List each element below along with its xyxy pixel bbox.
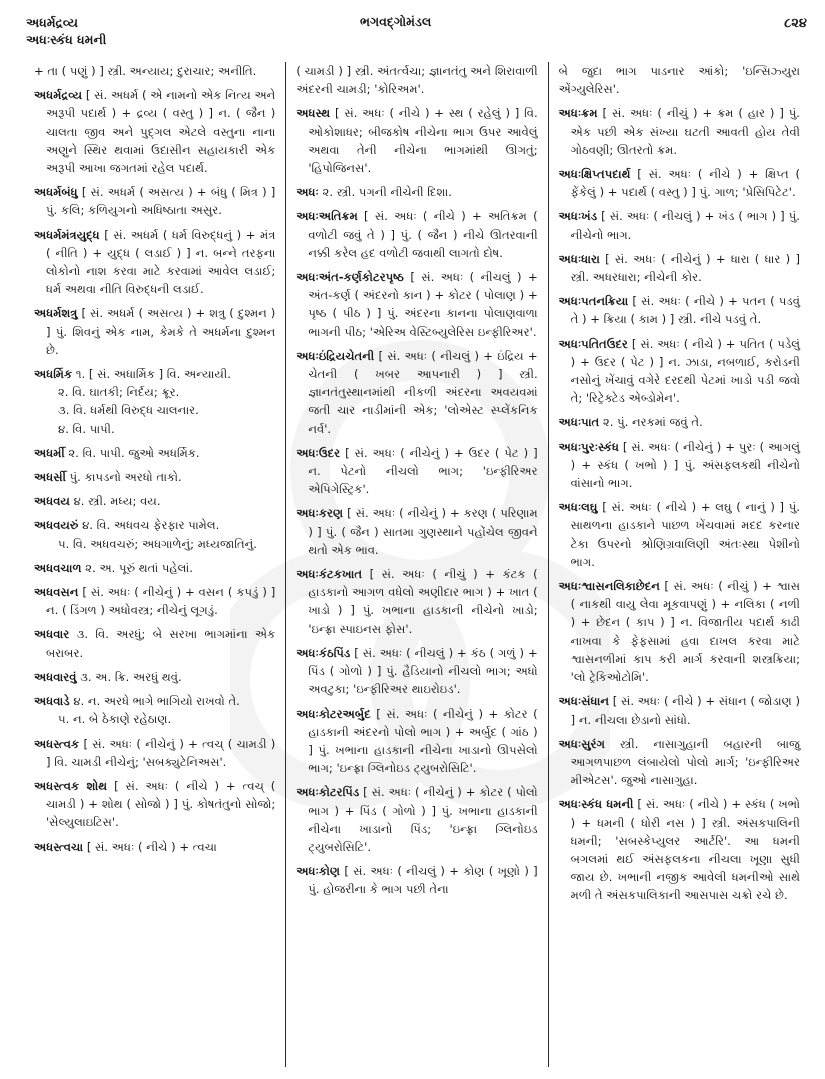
entry-definition: [ સં. અધઃ ( નીચે ) + સ્થ ( રહેલું ) ] વિ. ઓકોશાધર; બીજકોષ નીચેના ભાગ ઉપર આવેલું અથવા તેની નીચેના ભાગમાંથી ઊગતું; 'હિપોજિનસ'. bbox=[308, 106, 538, 176]
dictionary-entry bbox=[296, 783, 537, 856]
entry-headword: અધવય bbox=[34, 494, 70, 509]
entry-definition: [ સં. અધઃ ( નીચલું ) + ખંડ ( ભાગ ) ] પું. નીચેનો ભાગ. bbox=[570, 209, 800, 242]
column-3 bbox=[548, 62, 810, 1067]
page-header bbox=[0, 14, 825, 54]
dictionary-entry bbox=[296, 862, 537, 898]
entry-headword: અધઃઅતિક્રમ bbox=[296, 209, 358, 224]
dictionary-entry bbox=[34, 583, 275, 619]
dictionary-entry bbox=[34, 492, 275, 510]
entry-headword: અધઃકંઠપિંડ bbox=[296, 645, 351, 660]
entry-definition: [ સં. અધઃ ( નીચલું ) + ઇંદ્રિય + ચેતની ( ખબર આપનારી ) ] સ્ત્રી. જ્ઞાનતંતુસ્થાનમાંથી નીકળી અંદરના અવયવમાં જતી ચાર નાડીમાંની એક; 'લોએસ્ટ સ્પ્લેંકનિક નર્વ'. bbox=[308, 348, 538, 436]
entry-definition: ૨. વિ. પાપી. જુઓ અધર્મિક. bbox=[68, 445, 200, 460]
entry-definition: [ સં. અધઃ ( નીચે ) + ક્ષિપ્ત ( ફેંકેલું ) + પદાર્થ ( વસ્તુ ) ] પું. ગાળ; 'પ્રેસિપિટેટ'. bbox=[570, 167, 800, 200]
dictionary-entry bbox=[296, 504, 537, 559]
entry-definition: [ સં. અધર્મ ( અસત્ય ) + બંધુ ( મિત્ર ) ] પું. કલિ; કળિયુગનો અધિષ્ઠાતા અસુર. bbox=[46, 185, 276, 218]
entry-headword: અધઃઅંત-કર્ણકોટરપૃષ્ઠ bbox=[296, 270, 404, 285]
entry-headword: અધઃપતનક્રિયા bbox=[558, 294, 629, 309]
dictionary-entry bbox=[34, 559, 275, 577]
entry-definition: ( ચામડી ) ] સ્ત્રી. અંતર્ત્વચા; જ્ઞાનતંતુ અને શિરાવાળી અંદરની ચામડી; 'કોરિઅમ'. bbox=[296, 64, 538, 97]
dictionary-entry bbox=[34, 226, 275, 299]
dictionary-entry bbox=[559, 165, 800, 201]
entry-headword: અધર્મમંત્રયુદ્ધ bbox=[34, 227, 100, 242]
dictionary-entry bbox=[559, 413, 800, 431]
dictionary-entry bbox=[34, 735, 275, 771]
dictionary-entry bbox=[559, 438, 800, 493]
entry-headword: અધઃઉદર bbox=[296, 445, 341, 460]
page-number: ૮૨૪ bbox=[784, 16, 807, 31]
entry-definition: [ સં. અધઃ ( નીચે ) + ત્વચ્ ( ચામડી ) + શોથ ( સોજો ) ] પું. કોષતંતુનો સોજો; 'સેલ્યુલાઇટિસ'. bbox=[46, 778, 276, 830]
entry-headword: અધસ્ત્વચા bbox=[34, 839, 84, 854]
column-1 bbox=[24, 62, 285, 1067]
entry-headword: અધર્સી bbox=[34, 470, 66, 485]
entry-definition: ૨. સ્ત્રી. પગની નીચેની દિશા. bbox=[322, 185, 452, 200]
dictionary-entry bbox=[559, 692, 800, 728]
entry-headword: અધઃ bbox=[296, 185, 319, 200]
entry-definition: [ સં. અધઃ ( નીચે ) + લઘુ ( નાનું ) ] પું. સાથળના હાડકાને પાછળ ખેંચવામાં મદદ કરનાર ટેકા ઉપરનો શ્રોણિગ્રવાલિણી અંતઃસ્થા પેશીનો ભાગ. bbox=[570, 500, 800, 569]
entry-definition: [ સં. અધઃ ( નીચેનું ) + ઉદર ( પેટ ) ] ન. પેટનો નીચલો ભાગ; 'ઇન્ફીરિઅર એપિગેસ્ટ્રિક'. bbox=[308, 445, 538, 497]
dictionary-entry bbox=[559, 498, 800, 571]
dictionary-entry bbox=[34, 444, 275, 462]
entry-definition: ૧. [ સં. અધાર્મિક ] વિ. અન્યાયી. bbox=[75, 367, 231, 382]
entry-definition: [ સં. અધઃ ( નીચે ) + પતન ( પડવું તે ) + ક્રિયા ( કામ ) ] સ્ત્રી. નીચે પડવું તે. bbox=[570, 294, 800, 327]
entry-definition: પું. કાપડનો અરધો તાકો. bbox=[69, 470, 182, 485]
dictionary-entry bbox=[559, 335, 800, 408]
guide-words bbox=[26, 14, 106, 48]
entry-headword: અધવારવું bbox=[34, 669, 77, 684]
entry-headword: અધઃક્રમ bbox=[558, 106, 598, 121]
entry-headword: અધર્મદ્રવ્ય bbox=[34, 88, 83, 103]
dictionary-entry bbox=[34, 468, 275, 486]
entry-definition: [ સં. અધઃ ( નીચલું ) + કોણ ( ખૂણો ) ] પું. હોજરીના કે ભાગ પછી તેના bbox=[308, 864, 538, 897]
entry-headword: અધવાર bbox=[34, 627, 70, 642]
entry-headword: અધર્મશત્રુ bbox=[34, 306, 78, 321]
entry-headword: અધઃસ્કંધ ધમની bbox=[558, 797, 634, 812]
entry-definition: [ સં. અધઃ ( નીચું ) + કંટક ( હાડકાનો આગળ વધેલો અણીદાર ભાગ ) + ખાત ( ખાડો ) ] પું. ખભાના હાડકાની નીચેનો ખાડો; 'ઇન્ફ્રા સ્પાઇનસ ફોસ'. bbox=[308, 567, 538, 636]
dictionary-entry bbox=[296, 268, 537, 341]
dictionary-entry bbox=[559, 292, 800, 328]
entry-headword: અધઃસુરંગ bbox=[558, 736, 606, 751]
entry-headword: અધઃકોટરઅર્બુદ bbox=[296, 706, 371, 721]
entry-headword: અધર્મી bbox=[34, 445, 65, 460]
entry-definition: [ સં. અધઃ ( નીચેનું ) + વસન ( કપડું ) ] ન. ( ડિંગળ ) અધોવસ્ત્ર; નીચેનું લૂગડું. bbox=[46, 585, 276, 618]
entry-headword: અધર્મબંધુ bbox=[34, 185, 78, 200]
entry-definition: ૪. ન. અરધે ભાગે ભાગિયો રાખવો તે. bbox=[73, 694, 240, 709]
entry-headword: અધસ્થ bbox=[296, 106, 331, 121]
entry-definition: [ સં. અધઃ ( નીચું ) + ક્રમ ( હાર ) ] પું. એક પછી એક સંખ્યા ઘટતી આવતી હોય તેવી ગોઠવણી; ઊતરતો ક્રમ. bbox=[570, 106, 800, 157]
guide-word-top: અધર્મદ્રવ્ય bbox=[26, 15, 78, 30]
dictionary-entry bbox=[34, 304, 275, 359]
entry-headword: અધઃઇંદ્રિયચેતની bbox=[296, 348, 375, 363]
entry-headword: અધઃપુરઃસ્કંધ bbox=[558, 439, 619, 454]
entry-headword: અધર્મિક bbox=[34, 367, 73, 382]
entry-headword: અધવચાળ bbox=[34, 560, 82, 575]
entry-definition: [ સં. અધઃ ( નીચેનું ) + ધારા ( ધાર ) ] સ્ત્રી. અધરધારા; નીચેની કોર. bbox=[570, 251, 800, 285]
dictionary-entry bbox=[559, 207, 800, 243]
dictionary-entry bbox=[34, 516, 275, 552]
entry-headword: અધઃકોટરપિંડ bbox=[296, 785, 360, 800]
dictionary-entry bbox=[34, 838, 275, 856]
entry-definition: [ સં. અધર્મ ( એ નામનો એક નિત્ય અને અરૂપી પદાર્થ ) + દ્રવ્ય ( વસ્તુ ) ] ન. ( જૈન ) ચાલતા જીવ અને પુદ્ગલ એટલે વસ્તુના નાના અણુને સ્થિર થવામાં ઉદાસીન સહાયકારી એક અરૂપી આખા જગતમાં રહેલ પદાર્થ. bbox=[46, 88, 276, 176]
entry-continuation bbox=[559, 62, 800, 98]
dictionary-entry bbox=[296, 183, 537, 201]
entry-headword: અધઃલઘુ bbox=[558, 500, 598, 515]
dictionary-entry bbox=[559, 735, 800, 790]
dictionary-entry bbox=[34, 183, 275, 219]
entry-definition: [ સં. અધઃ ( નીચેનું ) + કોટર ( હાડકાની અંદરનો પોલો ભાગ ) + અર્બુદ ( ગાંઠ ) ] પું. ખભાના હાડકાની નીચેના ખાડાનો ઊપસેલો ભાગ; 'ઇન્ફ્રા ગ્લિનોઇડ ટ્યુબરોસિટિ'. bbox=[308, 706, 538, 776]
entry-headword: અધઃસંધાન bbox=[558, 694, 609, 709]
entry-definition: ૩. વિ. અરધું; બે સરખા ભાગમાંના એક બરાબર. bbox=[46, 627, 276, 660]
entry-headword: અધઃપાત bbox=[558, 415, 600, 430]
entry-definition: બે જુદા ભાગ પાડનાર આંકો; 'ઇન્સિઝ્યુરા એંગ્યુલેરિસ'. bbox=[558, 64, 800, 97]
entry-definition: [ સં. અધઃ ( નીચેનું ) + ત્વચ્ ( ચામડી ) ] વિ. ચામડી નીચેનું; 'સબક્યુટેનિઅસ'. bbox=[46, 736, 276, 769]
entry-headword: અધવાડે bbox=[34, 694, 70, 709]
dictionary-entry bbox=[296, 565, 537, 638]
entry-definition: [ સં. અધઃ ( નીચેનું ) + કોટર ( પોલો ભાગ ) + પિંડ ( ગોળો ) ] પું. ખભાના હાડકાની નીચેના ખાડાનો પિંડ; 'ઇન્ફ્રા ગ્લિનોઇડ ટ્યુબરોસિટિ'. bbox=[308, 785, 538, 854]
entry-definition: + તા ( પણું ) ] સ્ત્રી. અન્યાય; દુરાચાર; અનીતિ. bbox=[34, 64, 257, 78]
entry-headword: અધવયરું bbox=[34, 518, 79, 533]
dictionary-title: ભગવદ્ગોમંડલ bbox=[360, 14, 432, 29]
dictionary-columns bbox=[24, 62, 810, 1067]
entry-sense: ૨. વિ. ઘાતકી; નિર્દય; ક્રૂર. bbox=[58, 385, 180, 400]
column-2 bbox=[285, 62, 547, 1067]
dictionary-entry bbox=[34, 86, 275, 177]
entry-definition: ૩. અ. ક્રિ. અરધું થવું. bbox=[80, 669, 182, 684]
entry-sense: ૩. વિ. ધર્મથી વિરુદ્ધ ચાલનાર. bbox=[58, 403, 199, 418]
entry-definition: [ સં. અધઃ ( નીચે ) + ત્વચા bbox=[86, 839, 217, 854]
dictionary-entry bbox=[34, 777, 275, 832]
dictionary-entry bbox=[34, 668, 275, 686]
entry-sense: ૪. વિ. પાપી. bbox=[58, 421, 115, 436]
entry-headword: અધઃક્ષિપ્તપદાર્થ bbox=[558, 167, 631, 182]
entry-definition: ૪. સ્ત્રી. મધ્ય; વય. bbox=[73, 494, 161, 509]
dictionary-entry bbox=[559, 104, 800, 159]
entry-headword: અધઃપતિતઉદર bbox=[558, 336, 628, 351]
entry-definition: [ સં. અધર્મ ( અસત્ય ) + શત્રુ ( દુશ્મન ) ] પું. શિવનું એક નામ, કેમકે તે અધર્મના દુશ્મન છે. bbox=[46, 306, 276, 357]
dictionary-entry bbox=[34, 692, 275, 728]
entry-sense: ૫. ન. બે ઠેકાણે રહેઠાણ. bbox=[58, 712, 172, 727]
dictionary-entry bbox=[296, 104, 537, 177]
dictionary-entry bbox=[559, 250, 800, 286]
dictionary-entry bbox=[296, 644, 537, 699]
dictionary-entry bbox=[559, 577, 800, 686]
entry-definition: [ સં. અધર્મ ( ધર્મ વિરુદ્ધનું ) + મંત્ર ( નીતિ ) + યુદ્ધ ( લડાઈ ) ] ન. બન્ને તરફના લોકોનો નાશ કરવા માટે કરવામાં આવેલ લડાઈ; ધર્મ અથવા નીતિ વિરુદ્ધની લડાઈ. bbox=[46, 227, 276, 297]
entry-headword: અધઃકંટકખાત bbox=[296, 567, 363, 582]
entry-headword: અધઃકોણ bbox=[296, 864, 341, 879]
entry-definition: [ સં. અધઃ ( નીચલું ) + કંઠ ( ગળું ) + પિંડ ( ગોળો ) ] પું. હૈડિયાનો નીચલો ભાગ; અધો અવટુકા; 'ઇન્ફીરિઅર થાઇરોઇડ'. bbox=[308, 645, 538, 697]
dictionary-entry bbox=[34, 365, 275, 438]
guide-word-bottom: અધઃસ્કંધ ધમની bbox=[26, 32, 107, 47]
entry-definition: [ સં. અધઃ ( નીચેનું ) + પુરઃ ( આગલું ) + સ્કંધ ( ખભો ) ] પું. અંસફલકથી નીચેનો વાંસાનો ભાગ. bbox=[570, 439, 800, 491]
entry-headword: અધસ્ત્વક શોથ bbox=[34, 778, 108, 793]
entry-definition: [ સં. અધઃ ( નીચું ) + શ્વાસ ( નાકથી વાયુ લેવા મૂકવાપણું ) + નલિકા ( નળી ) + છેદન ( કાપ ) ] ન. વિજાતીય પદાર્થ કાઢી નાખવા કે ફેફસામાં હવા દાખલ કરવા માટે શ્વાસનળીમાં કાપ કરી માર્ગ કરવાની શસ્ત્રક્રિયા; 'લો ટ્રેકિઓટોમિ'. bbox=[570, 579, 800, 685]
dictionary-entry bbox=[34, 625, 275, 661]
entry-continuation bbox=[34, 62, 275, 80]
entry-headword: અધઃશ્વાસનલિકાછેદન bbox=[558, 579, 660, 594]
entry-headword: અધઃધારા bbox=[558, 251, 600, 266]
entry-continuation bbox=[296, 62, 537, 98]
entry-definition: સ્ત્રી. નાસાગુહાની બહારની બાજુ આગળપાછળ લંબાયેલો પોલો માર્ગ; 'ઇન્ફીરિઅર મીએટસ'. જુઓ નાસાગુહા. bbox=[570, 736, 800, 788]
entry-definition: ૨. પું. નરકમાં જવું તે. bbox=[602, 415, 703, 430]
dictionary-entry bbox=[296, 347, 537, 438]
entry-definition: [ સં. અધઃ ( નીચે ) + અતિક્રમ ( વળોટી જવું તે ) ] પું. ( જૈન ) નીચે ઊતરવાની નક્કી કરેલ હદ વળોટી જવાથી લાગતો દોષ. bbox=[308, 209, 538, 260]
entry-definition: [ સં. અધઃ ( નીચે ) + સ્કંધ ( ખભો ) + ધમની ( ધોરી નસ ) ] સ્ત્રી. અંસકપાલિની ધમની; 'સબસ્કેપ્યુલર આર્ટરિ'. આ ધમની બગલમાં થઈ અંસફલકના નીચલા ખૂણા સુધી જાય છે. ખભાની નજીક આવેલી ધમનીઓ સાથે મળી તે અંસકપાલિકાની આસપાસ ચક્રો રચે છે. bbox=[570, 797, 800, 903]
entry-definition: ૪. વિ. અધવચ ફેરફાર પામેલ. bbox=[82, 518, 220, 533]
dictionary-entry bbox=[296, 705, 537, 778]
entry-definition: [ સં. અધઃ ( નીચે ) + સંધાન ( જોડાણ ) ] ન. નીચલા છેડાનો સાંધો. bbox=[570, 694, 800, 727]
entry-headword: અધઃખંડ bbox=[558, 209, 598, 224]
dictionary-entry bbox=[296, 207, 537, 262]
entry-headword: અધઃકરણ bbox=[296, 506, 344, 521]
entry-sense: ૫. વિ. અધવચરું; અધગાળેનું; મધ્યજાતિનું. bbox=[58, 536, 257, 551]
entry-headword: અધસ્ત્વક bbox=[34, 736, 80, 751]
entry-definition: [ સં. અધઃ ( નીચલું ) + અંત-કર્ણ ( અંદરનો કાન ) + કોટર ( પોલાણ ) + પૃષ્ઠ ( પીઠ ) ] પું. અંદરના કાનના પોલાણવાળા ભાગની પીઠ; 'એરિઅ વેસ્ટિબ્યુલેરિસ ઇન્ફીરિઅર'. bbox=[308, 270, 538, 339]
entry-headword: અધવસન bbox=[34, 585, 79, 600]
dictionary-entry bbox=[296, 444, 537, 499]
entry-definition: [ સં. અધઃ ( નીચેનું ) + કરણ ( પરિણામ ) ] પું. ( જૈન ) સાતમા ગુણસ્થાને પહોંચેલ જીવને થતો એક ભાવ. bbox=[308, 506, 538, 557]
entry-definition: [ સં. અધઃ ( નીચે ) + પતિત ( પડેલું ) + ઉદર ( પેટ ) ] ન. ઝાડા, નબળાઈ, કરોડની નસોનું ખેંચાવું વગેરે દરદથી પેટમાં ખાડો પડી જવો તે; 'રિટ્રેક્ટેડ એબ્ડોમેન'. bbox=[570, 336, 800, 406]
entry-definition: ૨. અ. પૂરું થતાં પહેલાં. bbox=[85, 560, 193, 575]
dictionary-entry bbox=[559, 795, 800, 904]
